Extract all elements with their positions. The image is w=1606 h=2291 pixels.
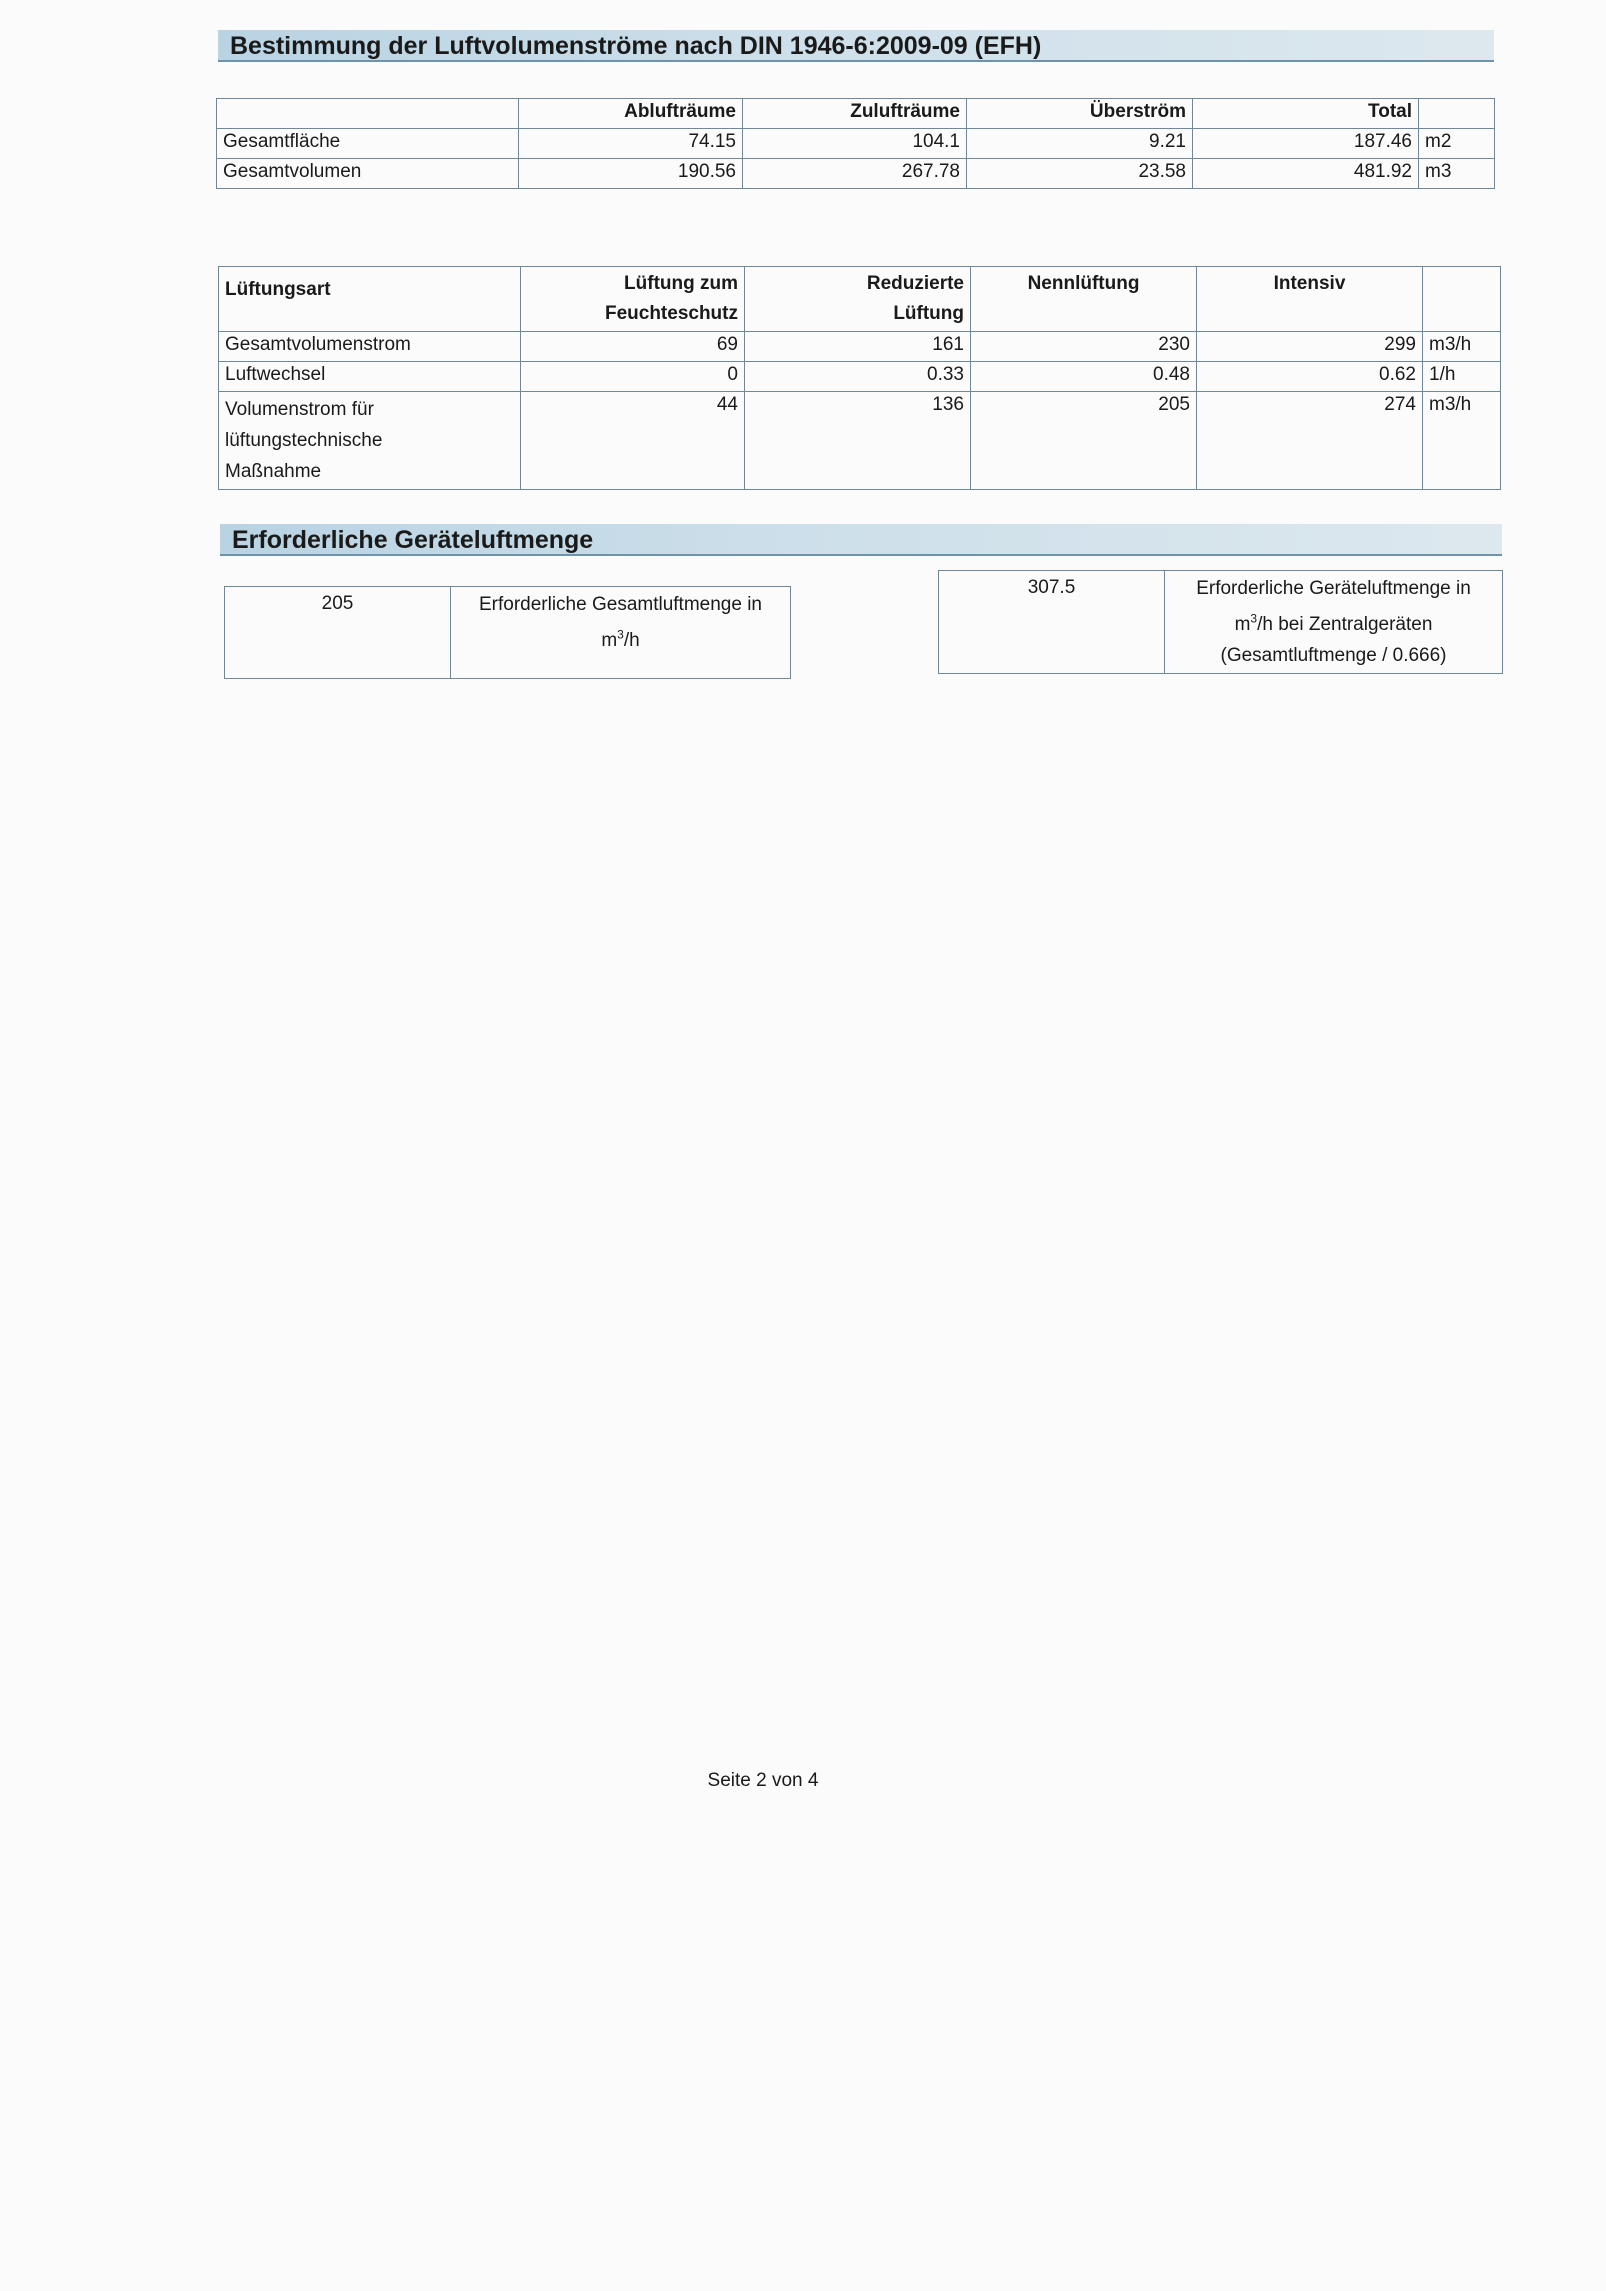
row-label: Gesamtvolumen <box>217 159 519 189</box>
row-label-line: Volumenstrom für <box>225 399 374 420</box>
table-row <box>219 392 1501 490</box>
table-cell: 69 <box>521 332 745 362</box>
description-line: Erforderliche Gesamtluftmenge in <box>478 594 762 615</box>
table-row <box>219 332 1501 362</box>
header-cell: Total <box>1193 99 1419 129</box>
description-line: Erforderliche Geräteluftmenge in <box>1196 578 1471 599</box>
row-label: Gesamtfläche <box>217 129 519 159</box>
table-cell: 0 <box>521 362 745 392</box>
box-row <box>225 587 791 679</box>
row-label-line: Maßnahme <box>225 461 322 482</box>
table-cell: 205 <box>971 392 1197 490</box>
header-cell-unit <box>1423 267 1501 332</box>
header-line: Lüftung <box>893 303 964 324</box>
table-cell: 187.46 <box>1193 129 1419 159</box>
table-row <box>217 129 1495 159</box>
unit-label <box>601 630 639 651</box>
header-cell: Zulufträume <box>743 99 967 129</box>
unit-base: m <box>1234 614 1251 636</box>
table-cell: 44 <box>521 392 745 490</box>
table-cell: 190.56 <box>519 159 743 189</box>
device-airflow-description <box>1165 571 1503 674</box>
header-cell <box>971 267 1197 332</box>
unit-tail: /h <box>623 630 640 652</box>
row-label <box>219 392 521 490</box>
unit-tail: /h bei Zentralgeräten <box>1257 614 1433 636</box>
total-airflow-box <box>224 586 791 679</box>
box-row <box>939 571 1503 674</box>
header-cell-lueftungsart: Lüftungsart <box>219 267 521 332</box>
table-cell: 0.62 <box>1197 362 1423 392</box>
table-cell: 136 <box>745 392 971 490</box>
header-cell <box>521 267 745 332</box>
section-title-luftvolumenstroeme: Bestimmung der Luftvolumenströme nach DIN 1946-6:2009-09 (EFH) <box>218 30 1494 62</box>
device-airflow-box <box>938 570 1503 674</box>
total-airflow-value: 205 <box>225 587 451 679</box>
header-line: Lüftung zum <box>624 273 738 294</box>
page-number: Seite 2 von 4 <box>707 1770 819 1791</box>
unit-cell: m3/h <box>1423 392 1501 490</box>
table-header-row <box>217 99 1495 129</box>
table-row <box>217 159 1495 189</box>
unit-label <box>1235 614 1433 635</box>
table-cell: 274 <box>1197 392 1423 490</box>
table-cell: 299 <box>1197 332 1423 362</box>
header-line: Intensiv <box>1273 273 1346 294</box>
header-cell-empty <box>217 99 519 129</box>
unit-cell: m2 <box>1419 129 1495 159</box>
area-volume-table <box>216 98 1495 189</box>
table-cell: 481.92 <box>1193 159 1419 189</box>
table-cell: 0.48 <box>971 362 1197 392</box>
table-cell: 104.1 <box>743 129 967 159</box>
header-cell <box>1197 267 1423 332</box>
row-label: Gesamtvolumenstrom <box>219 332 521 362</box>
total-airflow-description <box>451 587 791 679</box>
unit-exponent: 3 <box>1250 612 1258 626</box>
header-cell: Ablufträume <box>519 99 743 129</box>
row-label-line: lüftungstechnische <box>225 430 383 451</box>
table-cell: 267.78 <box>743 159 967 189</box>
unit-cell: m3/h <box>1423 332 1501 362</box>
header-line: Reduzierte <box>866 273 964 294</box>
header-cell: Überström <box>967 99 1193 129</box>
header-cell-unit <box>1419 99 1495 129</box>
table-cell: 23.58 <box>967 159 1193 189</box>
header-line: Feuchteschutz <box>604 303 738 324</box>
unit-exponent: 3 <box>617 628 624 642</box>
unit-base: m <box>601 630 618 652</box>
device-airflow-value: 307.5 <box>939 571 1165 674</box>
ventilation-table <box>218 266 1501 490</box>
table-cell: 9.21 <box>967 129 1193 159</box>
table-row <box>219 362 1501 392</box>
table-cell: 230 <box>971 332 1197 362</box>
section-title-geraeteluftmenge: Erforderliche Geräteluftmenge <box>220 524 1502 556</box>
table-cell: 74.15 <box>519 129 743 159</box>
row-label: Luftwechsel <box>219 362 521 392</box>
table-cell: 161 <box>745 332 971 362</box>
unit-cell: 1/h <box>1423 362 1501 392</box>
table-cell: 0.33 <box>745 362 971 392</box>
header-line: Nennlüftung <box>1027 273 1140 294</box>
unit-cell: m3 <box>1419 159 1495 189</box>
header-cell <box>745 267 971 332</box>
description-line: (Gesamtluftmenge / 0.666) <box>1220 645 1447 667</box>
table-header-row <box>219 267 1501 332</box>
